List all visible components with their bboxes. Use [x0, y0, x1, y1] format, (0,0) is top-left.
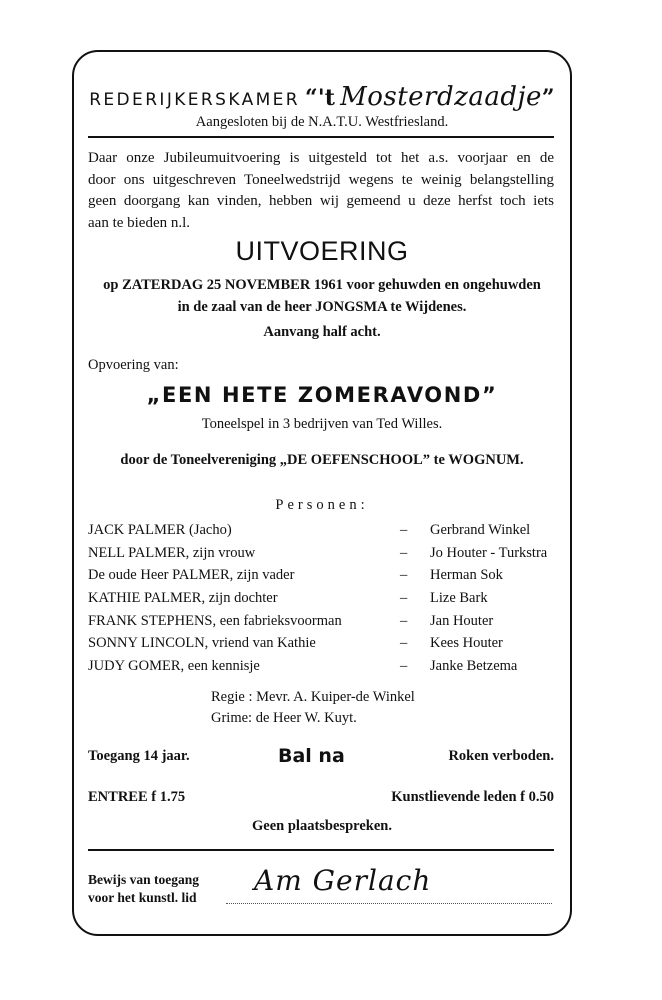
affiliation: Aangesloten bij de N.A.T.U. Westfriesland. [195, 114, 449, 130]
cast-list [88, 522, 558, 681]
cast-row [88, 658, 558, 681]
cast-actor: Gerbrand Winkel [430, 522, 531, 538]
event-title: UITVOERING [235, 236, 409, 266]
play-intro-label: Opvoering van: [88, 357, 179, 373]
cast-role: SONNY LINCOLN, vriend van Kathie [88, 635, 316, 652]
org-prefix: REDERIJKERSKAMER [89, 90, 301, 110]
header-divider [88, 136, 554, 138]
footer-divider [88, 849, 554, 851]
intro-line: door ons uitgeschreven Toneelwedstrijd wegens te weinig belangstelling [88, 171, 554, 188]
cast-role: De oude Heer PALMER, zijn vader [88, 567, 295, 584]
cast-dash: – [400, 635, 408, 652]
cast-dash: – [400, 544, 408, 561]
play-title: „EEN HETE ZOMERAVOND” [146, 383, 498, 407]
troupe-line: door de Toneelvereniging „DE OEFENSCHOOL” te WOGNUM. [120, 452, 524, 468]
cast-role: JACK PALMER (Jacho) [88, 522, 232, 538]
ticket-label-line1: Bewijs van toegang [88, 872, 199, 887]
cast-row [88, 522, 558, 545]
cast-dash: – [400, 658, 408, 675]
intro-line: aan te bieden n.l. [88, 214, 191, 231]
org-header [72, 82, 572, 112]
cast-actor: Jan Houter [430, 612, 494, 629]
cast-role: KATHIE PALMER, zijn dochter [88, 590, 278, 607]
cast-row [88, 590, 558, 613]
cast-dash: – [400, 567, 408, 584]
event-start-time: Aanvang half acht. [263, 324, 381, 340]
event-date: op ZATERDAG 25 NOVEMBER 1961 voor gehuwden en ongehuwden [103, 277, 541, 293]
smoking-notice: Roken verboden. [448, 748, 554, 764]
handwritten-signature: Am Gerlach [254, 864, 432, 897]
cast-actor: Kees Houter [430, 635, 503, 652]
intro-line: geen doorgang kan vinden, hebben wij gemeend u deze herfst toch iets [88, 193, 554, 209]
member-price: Kunstlievende leden f 0.50 [391, 789, 554, 805]
cast-heading: Personen: [275, 497, 369, 513]
cast-role: JUDY GOMER, een kennisje [88, 658, 260, 675]
cast-row [88, 635, 558, 658]
cast-actor: Jo Houter - Turkstra [430, 544, 548, 561]
age-limit: Toegang 14 jaar. [88, 748, 190, 764]
intro-line: Daar onze Jubileumuitvoering is uitgesteld tot het a.s. voorjaar en de [88, 150, 554, 166]
cast-actor: Herman Sok [430, 567, 503, 584]
cast-role: FRANK STEPHENS, een fabrieksvoorman [88, 612, 342, 629]
cast-dash: – [400, 612, 408, 629]
signature-line [226, 903, 552, 904]
cast-dash: – [400, 590, 408, 607]
cast-role: NELL PALMER, zijn vrouw [88, 544, 256, 561]
entry-price: ENTREE f 1.75 [88, 789, 186, 805]
cast-actor: Lize Bark [430, 590, 488, 607]
org-name: Mosterdzaadje [340, 82, 542, 112]
dance-notice: Bal na [278, 745, 345, 767]
cast-actor: Janke Betzema [430, 658, 518, 675]
quote-close: ” [541, 85, 555, 111]
quote-open: “'t [304, 85, 336, 111]
crew-makeup: Grime: de Heer W. Kuyt. [211, 710, 357, 726]
cast-row [88, 545, 558, 568]
crew-direction: Regie : Mevr. A. Kuiper-de Winkel [211, 689, 415, 705]
intro-paragraph [88, 148, 554, 234]
cast-row [88, 613, 558, 636]
no-reservations: Geen plaatsbespreken. [252, 818, 392, 834]
event-venue: in de zaal van de heer JONGSMA te Wijdenes. [177, 299, 467, 315]
ticket-label-line2: voor het kunstl. lid [88, 890, 197, 905]
cast-dash: – [400, 522, 408, 538]
play-subtitle: Toneelspel in 3 bedrijven van Ted Willes. [201, 416, 443, 432]
cast-row [88, 567, 558, 590]
